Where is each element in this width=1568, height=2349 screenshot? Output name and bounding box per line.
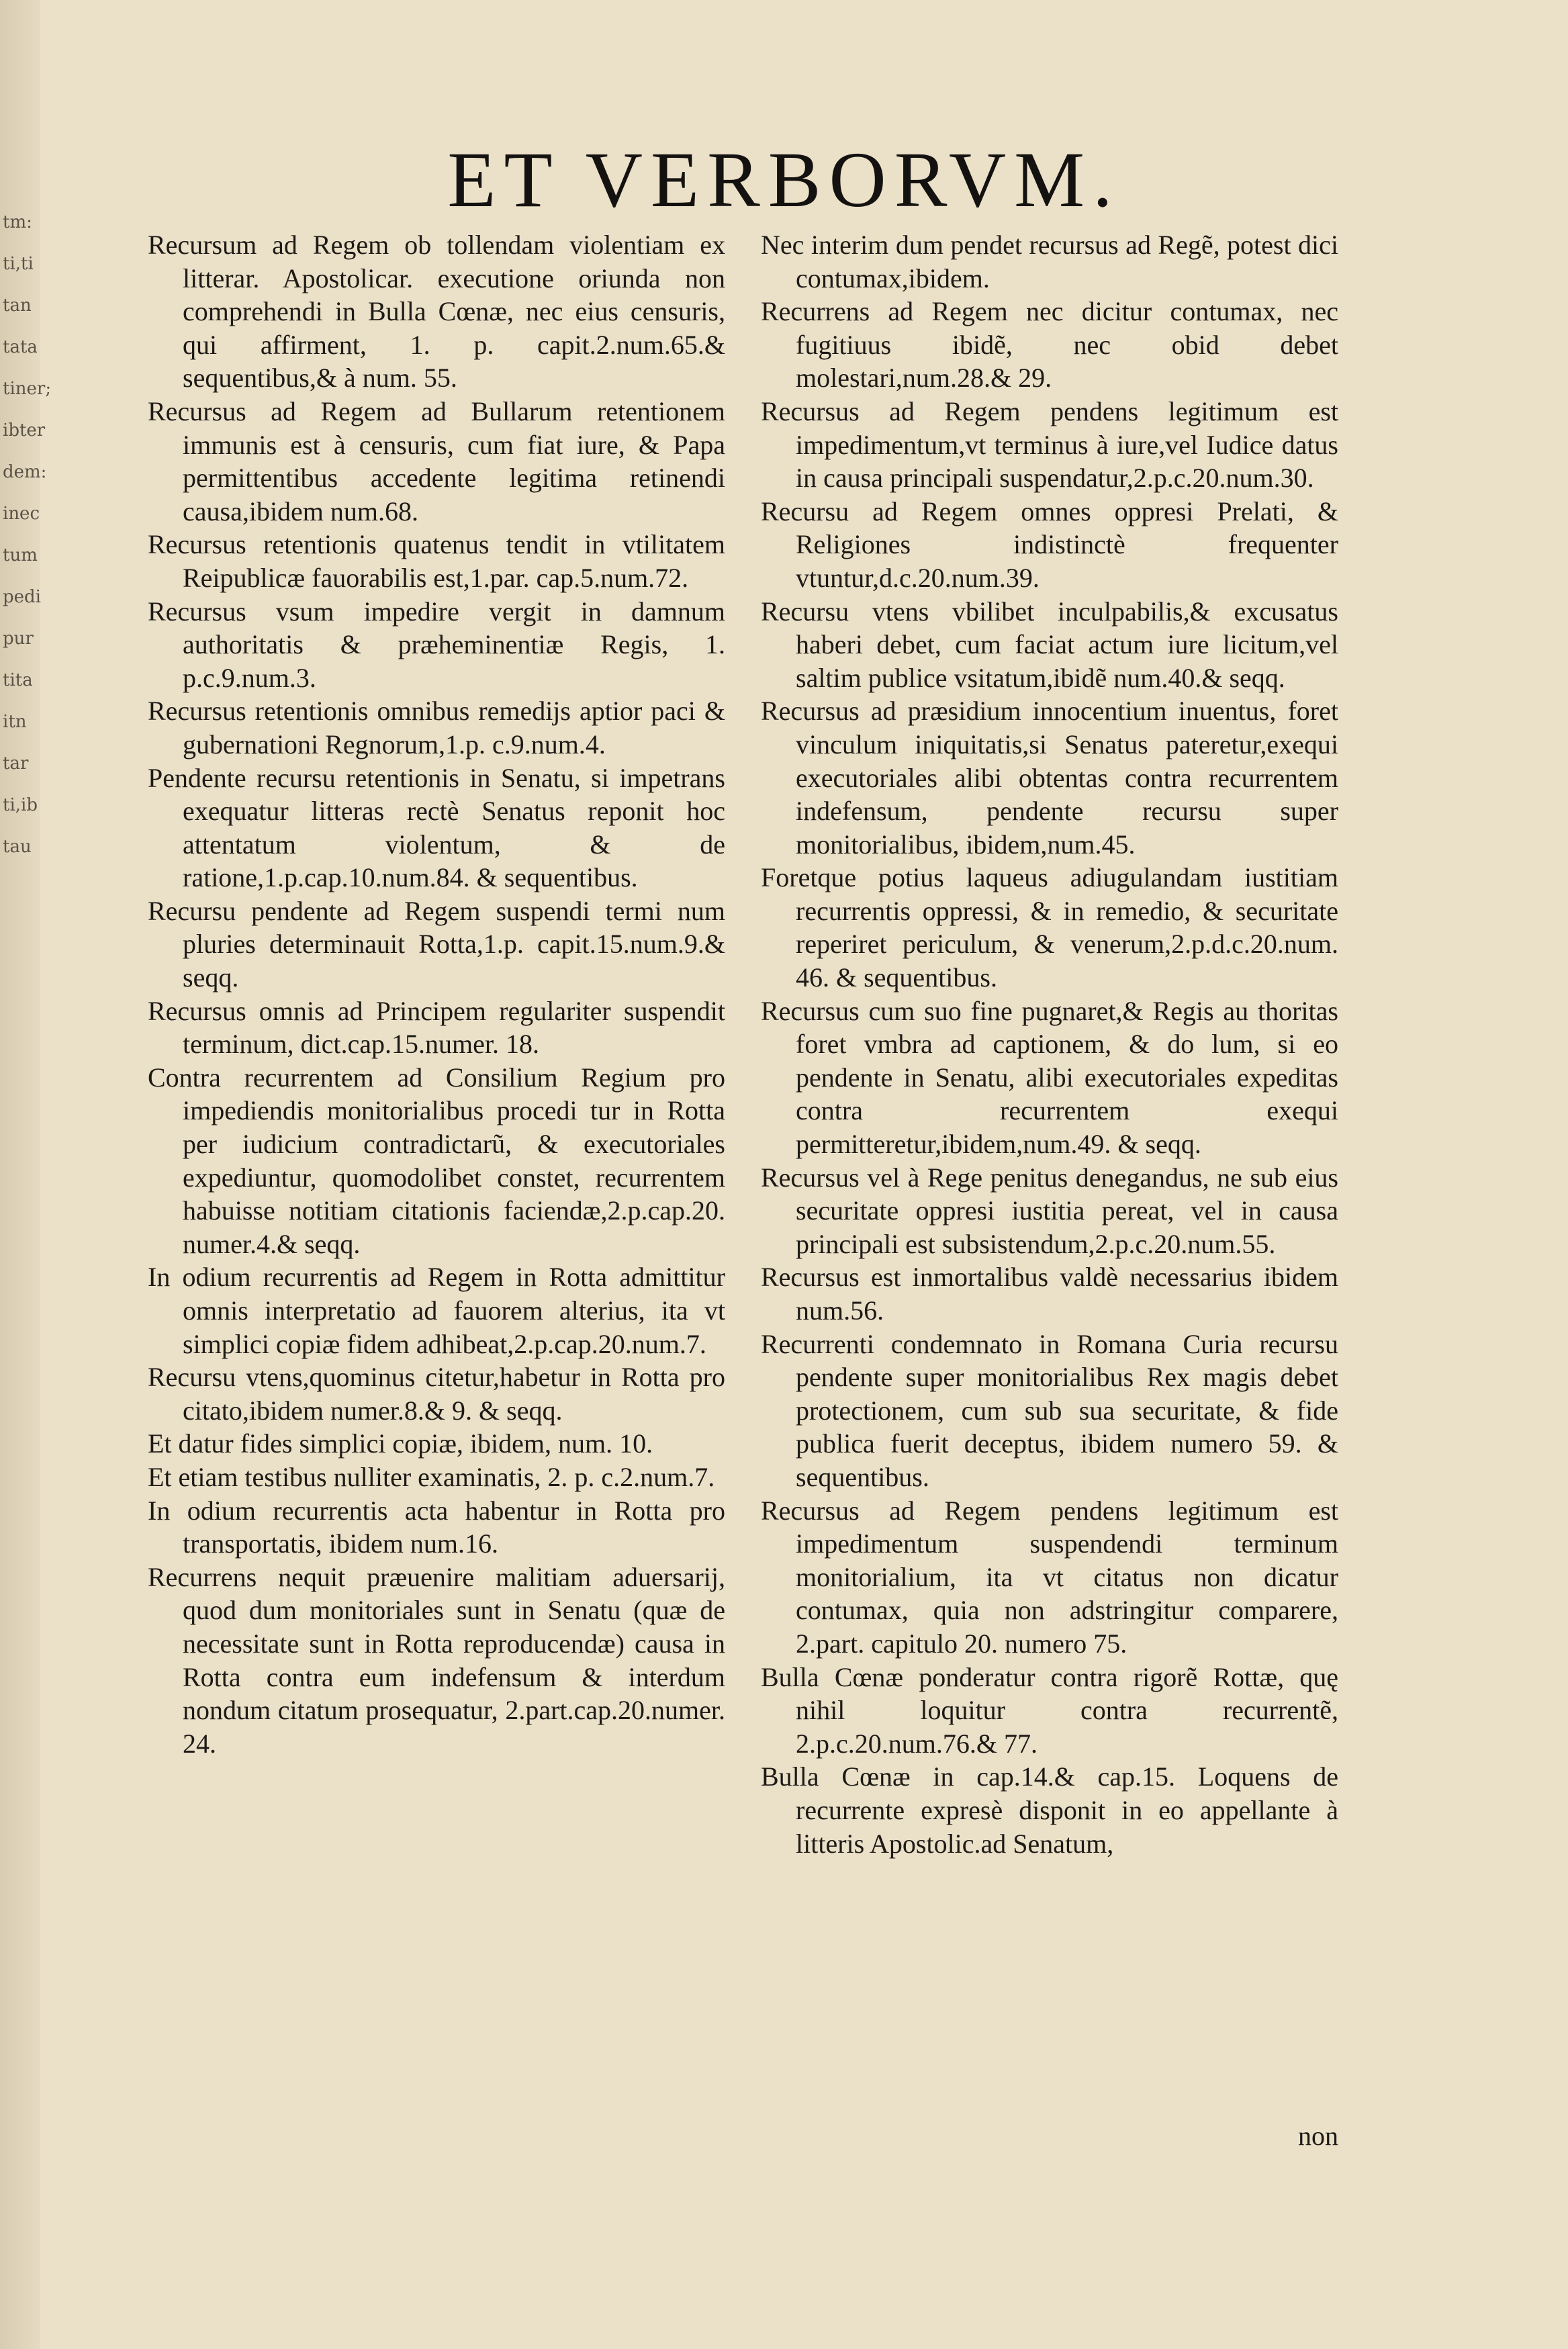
gutter-fragment: tita [3,670,33,690]
index-entry: In odium recurrentis ad Regem in Rotta admittitur omnis interpretatio ad fauorem alterius, ita vt simplici copiæ fidem adhibeat,2.p.cap.20.num.7. [148,1262,725,1359]
gutter-fragment: ibter [3,420,46,441]
gutter-fragment: tau [3,837,32,857]
index-entry: Bulla Cœnæ ponderatur contra rigorẽ Rottæ, quę nihil loquitur contra recurrentẽ, 2.p.c.20.num.76.& 77. [761,1661,1338,1759]
page-title: ET VERBORVM. [447,136,1121,224]
left-column [148,228,725,1760]
gutter-fragment: inec [3,504,40,524]
index-entry: Recursus omnis ad Principem regulariter suspendit terminum, dict.cap.15.numer. 18. [148,995,725,1060]
index-entry: Recurrens ad Regem nec dicitur contumax, nec fugitiuus ibidẽ, nec obid debet molestari,num.28.& 29. [761,296,1338,394]
gutter-fragment: tar [3,753,29,774]
right-column [761,228,1338,1860]
index-entry: Recursu pendente ad Regem suspendi termi num pluries determinauit Rotta,1.p. capit.15.num.9.& seqq. [148,895,725,993]
gutter-fragment: ti,ib [3,795,38,815]
index-entry: Bulla Cœnæ in cap.14.& cap.15. Loquens de recurrente expresè disponit in eo appellante à litteris Apostolic.ad Senatum, [761,1761,1338,1859]
gutter-fragment: dem: [3,462,47,482]
index-entry: Recursus ad Regem pendens legitimum est impedimentum,vt terminus à iure,vel Iudice datus in causa principali suspendatur,2.p.c.20.num.30. [761,396,1338,494]
index-entry: Recursus cum suo fine pugnaret,& Regis au thoritas foret vmbra ad captionem, & do lum, si eo pendente in Senatu, alibi executoriales expeditas contra recurrentem exequi permitteretur,ibidem,num.49. & seqq. [761,995,1338,1160]
catchword: non [1298,2121,1338,2151]
index-entry: Et datur fides simplici copiæ, ibidem, num. 10. [148,1428,653,1459]
index-entry: Recurrens nequit præuenire malitiam aduersarij, quod dum monitoriales sunt in Senatu (quæ de necessitate sunt in Rotta reproducendæ) causa in Rotta contra eum indefensum & interdum nondum citatum prosequatur, 2.part.cap.20.numer. 24. [148,1561,725,1759]
index-entry: Recursu ad Regem omnes oppresi Prelati, & Religiones indistinctè frequenter vtuntur,d.c.20.num.39. [761,496,1338,593]
gutter-fragment: itn [3,712,27,732]
index-entry: In odium recurrentis acta habentur in Rotta pro transportatis, ibidem num.16. [148,1495,725,1559]
gutter-fragment: tum [3,545,38,565]
gutter-fragment: tiner; [3,379,52,399]
gutter-fragment: tan [3,295,32,316]
index-entry: Nec interim dum pendet recursus ad Regẽ, potest dici contumax,ibidem. [761,230,1338,293]
index-entry: Recursus vsum impedire vergit in damnum authoritatis & præheminentiæ Regis, 1. p.c.9.num.3. [148,596,725,693]
gutter-fragment: tata [3,337,38,357]
index-entry: Recursus ad Regem ad Bullarum retentionem immunis est à censuris, cum fiat iure, & Papa permittentibus accedente legitima retinendi causa,ibidem num.68. [148,396,725,526]
index-entry: Foretque potius laqueus adiugulandam iustitiam recurrentis oppressi, & in remedio, & securitate reperiret periculum, & venerum,2.p.d.c.20.num. 46. & sequentibus. [761,862,1338,993]
index-entry: Et etiam testibus nulliter examinatis, 2. p. c.2.num.7. [148,1461,715,1492]
gutter-fragment: pedi [3,587,41,607]
index-entry: Recursus ad præsidium innocentium inuentus, foret vinculum iniquitatis,si Senatus pateretur,exequi executoriales alibi obtentas contra recurrentem indefensum, pendente recursu super monitorialibus, ibidem,num.45. [761,696,1338,860]
index-entry: Contra recurrentem ad Consilium Regium pro impediendis monitorialibus procedi tur in Rotta per iudicium contradictarũ, & executoriales expediuntur, quomodolibet constet, recurrentem habuisse notitiam citationis faciendæ,2.p.cap.20. numer.4.& seqq. [148,1062,725,1259]
gutter-fragment: pur [3,629,34,649]
gutter-fragment: tm: [3,212,32,232]
index-entry: Recurrenti condemnato in Romana Curia recursu pendente super monitorialibus Rex magis debet protectionem, cum sub sua securitate, & fide publica fuerit deceptus, ibidem numero 59. & sequentibus. [761,1328,1338,1492]
index-entry: Recursus vel à Rege penitus denegandus, ne sub eius securitate oppresi iustitia pereat, vel in causa principali est subsistendum,2.p.c.20.num.55. [761,1162,1338,1259]
index-entry: Recursu vtens,quominus citetur,habetur in Rotta pro citato,ibidem numer.8.& 9. & seqq. [148,1362,725,1426]
index-entry: Recursus retentionis quatenus tendit in vtilitatem Reipublicæ fauorabilis est,1.par. cap.5.num.72. [148,529,725,593]
index-entry: Recursus est inmortalibus valdè necessarius ibidem num.56. [761,1262,1338,1326]
index-entry: Pendente recursu retentionis in Senatu, si impetrans exequatur litteras rectè Senatus reponit hoc attentatum violentum, & de ratione,1.p.cap.10.num.84. & sequentibus. [148,762,725,893]
index-entry: Recursus retentionis omnibus remedijs aptior paci & gubernationi Regnorum,1.p. c.9.num.4. [148,696,725,759]
index-entry: Recursu vtens vbilibet inculpabilis,& excusatus haberi debet, cum faciat actum iure licitum,vel saltim publice vsitatum,ibidẽ num.40.& seqq. [761,596,1338,693]
gutter-bleed-text [3,201,52,2082]
gutter-fragment: ti,ti [3,254,34,274]
index-entry: Recursus ad Regem pendens legitimum est impedimentum suspendendi terminum monitorialium, ita vt citatus non dicatur contumax, quia non adstringitur comparere, 2.part. capitulo 20. numero 75. [761,1495,1338,1659]
index-entry: Recursum ad Regem ob tollendam violentiam ex litterar. Apostolicar. executione oriunda non comprehendi in Bulla Cœnæ, nec eius censuris, qui affirment, 1. p. capit.2.num.65.& sequentibus,& à num. 55. [148,230,725,394]
